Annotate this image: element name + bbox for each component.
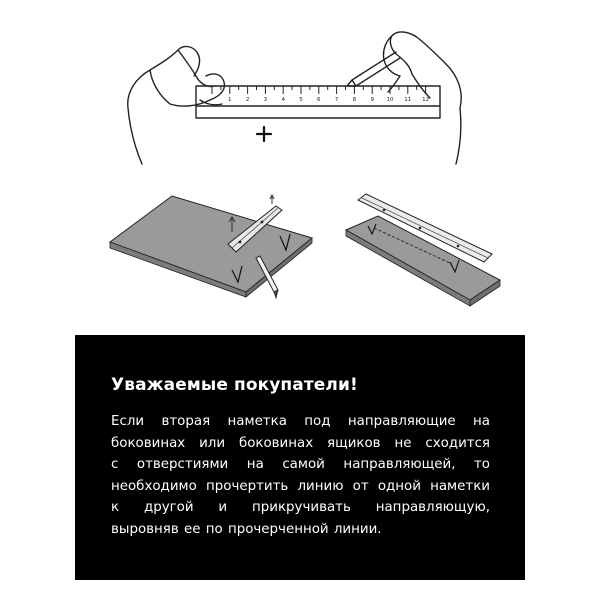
ruler-tick-label: 4 [281, 97, 285, 103]
ruler-tick-label: 11 [404, 97, 412, 103]
ruler-tick-label: 3 [263, 97, 268, 103]
ruler-tick-label: 2 [245, 97, 250, 103]
notice-title: Уважаемые покупатели! [111, 375, 358, 395]
ruler-tick-label: 9 [370, 97, 374, 103]
ruler-ticks [212, 86, 426, 94]
notice-line: Если вторая наметка под направляющие на [111, 414, 490, 429]
notice-line: к другой и прикручивать направляющую, [111, 500, 490, 515]
panel-scene-left [110, 195, 312, 298]
ruler-tick-label: 1 [228, 97, 232, 103]
notice-box [75, 335, 525, 580]
ruler-tick-label: 6 [317, 97, 321, 103]
notice-line: с отверстиями на самой направляющей, то [111, 457, 490, 472]
notice-line: необходимо прочертить линию от одной наметки [111, 478, 490, 494]
ruler-labels [228, 97, 429, 103]
ruler-tick-label: 10 [386, 97, 394, 103]
ruler-tick-label: 7 [334, 97, 339, 103]
notice-line: выровняв ее по прочерченной линии. [111, 521, 382, 537]
pencil-icon [347, 52, 400, 86]
plus-icon [257, 127, 271, 141]
notice-line: боковинах или боковинах ящиков не сходится [111, 435, 490, 451]
ruler-tick-label: 12 [422, 97, 430, 103]
panel-scene-right [346, 194, 500, 306]
left-hand-icon [128, 47, 225, 164]
ruler-tick-label: 5 [299, 97, 303, 103]
ruler-tick-label: 8 [352, 97, 357, 103]
notice-body [111, 411, 490, 540]
